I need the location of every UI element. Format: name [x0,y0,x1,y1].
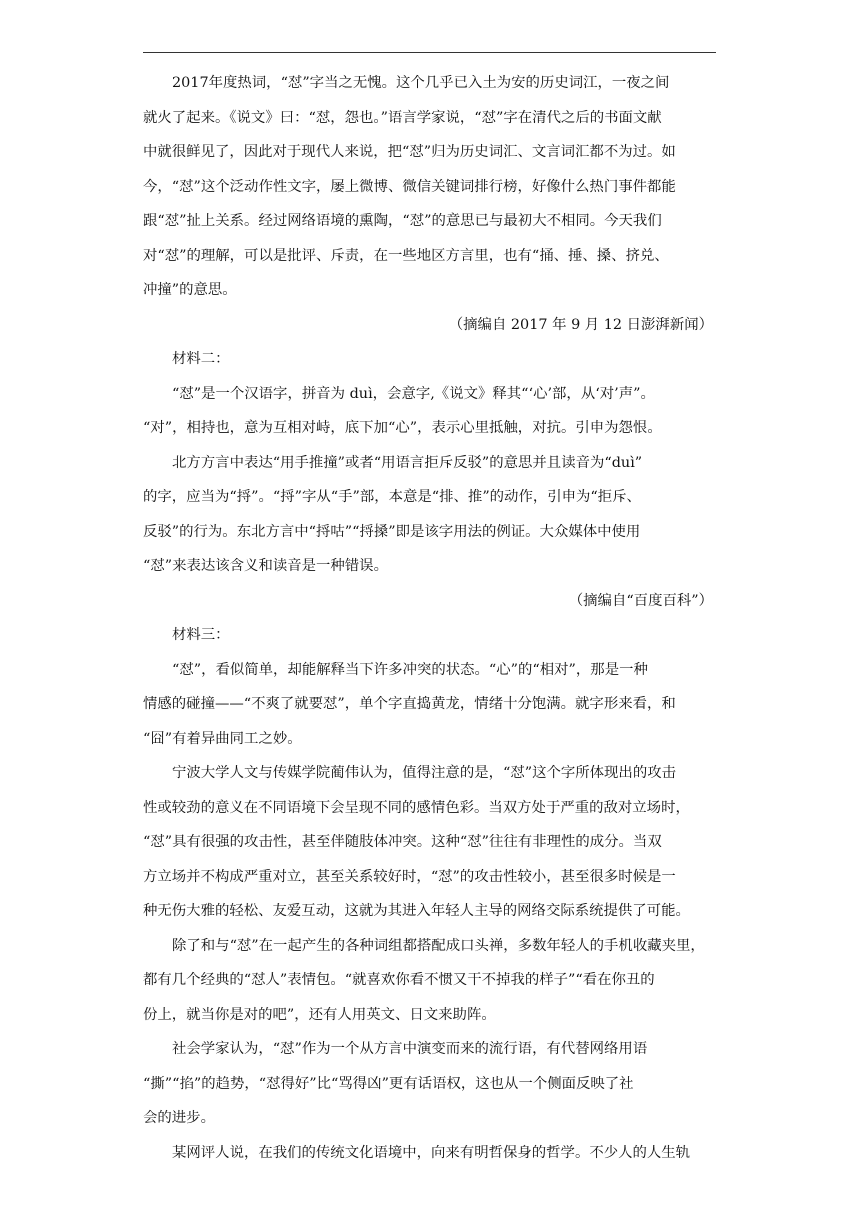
text-line: 跟“怼”扯上关系。经过网络语境的熏陶，“怼”的意思已与最初大不相同。今天我们 [143,213,662,229]
text-line: 就火了起来。《说文》曰：“怼，怨也。”语言学家说，“怼”字在清代之后的书面文献 [143,109,662,126]
text-line: 材料二： [172,351,230,367]
text-line: 对“怼”的理解，可以是批评、斥责，在一些地区方言里，也有“捅、捶、搡、挤兑、 [143,247,669,264]
text-line: 社会学家认为，“怼”作为一个从方言中演变而来的流行语，有代替网络用语 [172,1041,648,1057]
source-citation: （摘编自 2017 年 9 月 12 日澎湃新闻） [448,316,713,333]
text-line: “撕”“掐”的趋势，“怼得好”比“骂得凶”更有话语权，这也从一个侧面反映了社 [143,1075,634,1092]
text-line: 的字，应当为“捋”。“捋”字从“手”部，本意是“排、推”的动作，引申为“拒斥、 [143,489,641,505]
text-line: “怼”，看似简单，却能解释当下许多冲突的状态。“心”的“相对”，那是一种 [172,661,648,678]
text-line: “怼”具有很强的攻击性，甚至伴随肢体冲突。这种“怼”往往有非理性的成分。当双 [143,834,662,850]
text-line: 中就很鲜见了，因此对于现代人来说，把“怼”归为历史词汇、文言词汇都不为过。如 [143,144,676,160]
text-line: 方立场并不构成严重对立，甚至关系较好时，“怼”的攻击性较小，甚至很多时候是一 [143,868,676,885]
text-line: 冲撞”的意思。 [143,282,237,298]
text-line: 都有几个经典的“怼人”表情包。“就喜欢你看不惯又干不掉我的样子”“看在你丑的 [143,972,655,988]
text-line: 除了和与“怼”在一起产生的各种词组都搭配成口头禅，多数年轻人的手机收藏夹里， [172,937,705,954]
text-line: “怼”是一个汉语字，拼音为 duì，会意字,《说文》释其“‘心’部，从‘对’声”。 [172,385,655,402]
source-citation: （摘编自“百度百科”） [568,592,713,609]
text-line: 情感的碰撞——“不爽了就要怼”，单个字直捣黄龙，情绪十分饱满。就字形来看，和 [143,696,676,712]
text-line: 今，“怼”这个泛动作性文字，屡上微博、微信关键词排行榜，好像什么热门事件都能 [143,178,676,195]
text-line: “怼”来表达该含义和读音是一种错误。 [143,558,388,574]
text-line: 份上，就当你是对的吧”，还有人用英文、日文来助阵。 [143,1006,496,1023]
header-rule [143,52,716,53]
text-line: 北方方言中表达“用手推撞”或者“用语言拒斥反驳”的意思并且读音为“duì” [172,454,643,471]
text-line: 某网评人说，在我们的传统文化语境中，向来有明哲保身的哲学。不少人的人生轨 [172,1144,691,1161]
text-line: 反驳”的行为。东北方言中“捋咕”“捋搡”即是该字用法的例证。大众媒体中使用 [143,523,641,540]
text-line: 材料三： [172,627,230,643]
text-line: 会的进步。 [143,1110,215,1126]
text-line: “对”，相持也，意为互相对峙，底下加“心”，表示心里抵触，对抗。引申为怨恨。 [143,420,662,436]
text-line: 种无伤大雅的轻松、友爱互动，这就为其进入年轻人主导的网络交际系统提供了可能。 [143,903,690,919]
text-line: 性或较劲的意义在不同语境下会呈现不同的感情色彩。当双方处于严重的敌对立场时， [143,799,690,816]
text-line: 宁波大学人文与传媒学院蔺伟认为，值得注意的是，“怼”这个字所体现出的攻击 [172,765,676,781]
text-line: 2017年度热词，“怼”字当之无愧。这个几乎已入土为安的历史词江，一夜之间 [172,75,670,91]
text-line: “囧”有着异曲同工之妙。 [143,730,302,747]
document-body [143,66,719,1170]
